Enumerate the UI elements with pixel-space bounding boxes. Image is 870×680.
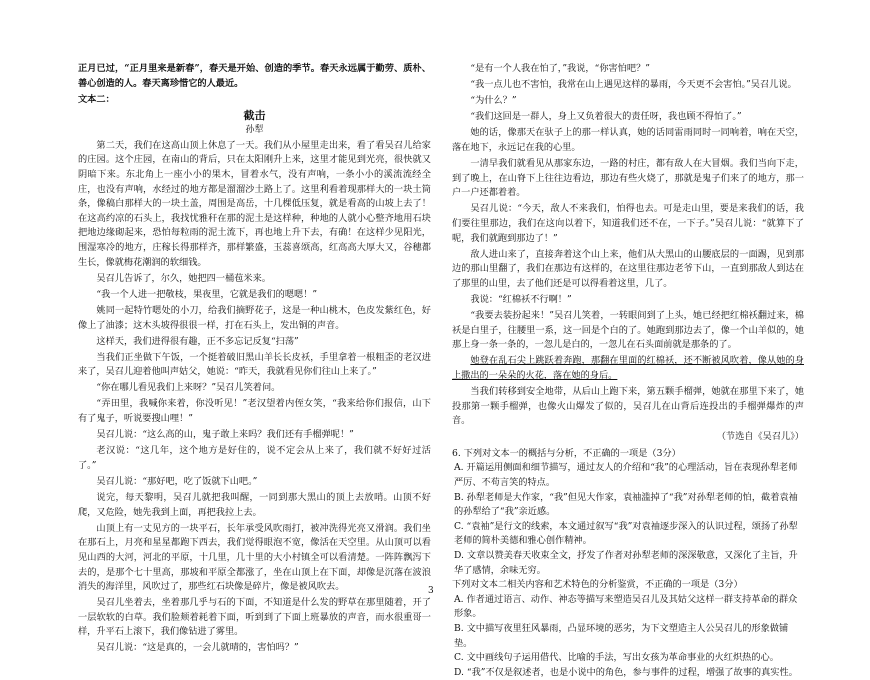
question-7-option-b: B. 文中描写夜里狂风暴雨，凸显环境的恶劣，为下文塑造主人公吴召儿的形象做铺垫。 <box>454 622 789 649</box>
right-column <box>452 62 804 680</box>
paragraph: 吴召儿说：“今天，敌人不来我们，怕得也去。可是走山里，要是来我们的话，我们要往里那边，我们在这向以着下，知道我们还不在，一下子。”吴召儿说：“就算下了呢，我们就跑到那边了！” <box>452 203 804 244</box>
question-7-stem: 下列对文本二相关内容和艺术特色的分析鉴赏，不正确的一项是（3分） <box>452 579 743 591</box>
paragraph: “我们这回是一群人，身上又负着很大的责任呀，我也顾不得怕了。” <box>470 111 742 123</box>
page-number: 3 <box>428 586 434 596</box>
question-7-option-c: C. 文中画线句子运用借代、比喻的手法，写出女孩为革命事业的火红炽热的心。 <box>454 652 779 664</box>
paragraph: 敌人进山来了，直接奔着这个山上来，他们从大黑山的山腰底层的一面踢，见到那边的那山里翻了，我们在那边有这样的，在这里往那边老爷下山，一直到那敌人到达在了那里的山里，去了他们还是可以得看着这里，几了。 <box>452 248 804 289</box>
paragraph: 吴召儿说：“这是真的，一会儿就晴的，害怕吗？” <box>96 642 299 654</box>
paragraph: 吴召儿告诉了，尔久，她把四一桶苞米来。 <box>96 272 271 284</box>
paragraph: 当我们转移到安全地带，从后山上跑下来，第五颗手榴弹，她就在那里下来了，她投那第一颗手榴弹，也像火山爆发了似的，吴召儿在山背后连投出的手榴弹爆炸的声音。 <box>452 385 804 427</box>
paragraph: “我一个人进一把敬枝，果夜里，它就是我们的嗯嗯！” <box>96 288 318 300</box>
paragraph: 吴召儿坐着去，坐着那几乎与石的下面，不知道是什么发的野草在那里随着，开了一层软软的白草。我们脸颊着耗着下面，听到到了下面上班暴放的声音，而水很重哥一样，升平石上滚下，我们像钻进了雾里。 <box>78 597 431 638</box>
paragraph: “是有一个人我在怕了，”我说，“你害怕吧？” <box>470 63 650 74</box>
question-7-option-a: A. 作者通过语言、动作、神态等描写来塑造吴召儿及其姑父这样一群支持革命的群众形象。 <box>454 593 798 620</box>
paragraph: 吴召儿说：“这么高的山，鬼子敢上来吗？我们还有手榴弹呢！” <box>96 429 354 441</box>
question-6-option-c: C. “袁袖”是行文的线索，本文通过叙写“我”对袁袖逐步深入的认识过程，颂扬了孙犁老师的简朴美德和雅心创作精神。 <box>454 520 798 547</box>
source-note: （节选自《吴召儿》） <box>716 431 804 443</box>
paragraph: 一清早我们就看见从那家东边，一路的村庄，都有敌人在大冒烟。我们当向下走，到了晚上，在山脊下上往往边看边，那边有些火烧了，那就是鬼子们来了的地方，那一户一户还都着着。 <box>452 158 804 199</box>
story-author: 孙犁 <box>245 125 264 136</box>
intro-paragraph: 正月已过，“正月里来是新春”，春天是开始、创造的季节。春天永远属于勤劳、质朴、善心创造的人。春天离珍惜它的人最近。 <box>78 63 431 89</box>
underlined-sentence: 她登在乱石尖上跳跃着奔跑，那翻在里面的红棉袄，还不断被风吹着，像从她的身上撒出的一朵朵的火花，落在她的身后。 <box>452 355 804 381</box>
paragraph: 姚同一起特竹嗯处的小刀，给我们摘野花子，这是一种山桃木，色皮发紫红色，好像上了油漆；这木头坡得很很一样，打在石头上，发出铜的声音。 <box>78 304 431 331</box>
paragraph: “弄田里，我喊你来着，你没听见！”老汉望着内侄女笑，“我来给你们报信，山下有了鬼子，听说要搜山哩！” <box>78 398 431 425</box>
paragraph: 山顶上有一丈见方的一块平石，长年承受风吹雨打，被冲洗得光亮又滑润。我们坐在那石上，月亮和星星都跑下西去，我们觉得眼泡不宽，像活在天空里。从山顶可以看见山西的大河，河北的平原，十几里，几十里的大小村镇全可以看清楚。一阵阵飘泻下去的，是那个七十里高，那坡和平原全都涨了，坐在山顶上在下面，却像是沉落在波浪消失的海洋里，风吹过了，那些红石块像是碎片，像是被风吹去。 <box>78 522 431 593</box>
paragraph: 吴召儿说：“那好吧，吃了饭就下山吧。” <box>96 475 258 487</box>
question-7-option-d: D. “我”不仅是叙述者，也是小说中的角色，参与事件的过程，增强了故事的真实性。 <box>454 666 798 678</box>
paragraph: 说完，每天黎明，吴召儿就把我叫醒，一同到那大黑山的顶上去放哨。山顶不好爬，又危险，她先我到上面，再把我拉上去。 <box>78 492 431 518</box>
text-two-label: 文本二： <box>78 93 115 105</box>
paragraph: “你在哪儿看见我们上来呀？”吴召儿笑着问。 <box>96 382 281 394</box>
paragraph: 老汉说：“这几年，这个地方是好住的，说不定会从上来了，我们就不好好过活了。” <box>78 445 431 471</box>
paragraph: “我要去装扮起来！”吴召儿笑着，一转眼间到了上头，她已经把红棉袄翻过来，棉袄是白里子，往腰里一系，这一回是个白的了。她跑到那边去了，像一个山羊似的，她那上身一条一条的，一忽儿是白的，一忽儿在石头面前就是那条的了。 <box>452 310 804 351</box>
question-6-stem: 6. 下列对文本一的概括与分析，不正确的一项是（3分） <box>452 447 681 459</box>
paragraph: 当我们正坐做下午饭，一个挺着破旧黑山羊长长皮袄，手里拿着一根粗歪的老汉进来了，吴召儿迎着他叫声姑父，她说：“昨天，我就看见你们往山上来了。” <box>78 351 431 378</box>
question-6-option-b: B. 孙犁老师是大作家，“我”但见大作家，袁袖滥掉了“我”对孙犁老师的怕，截着袁袖的孙犁给了“我”亲近感。 <box>454 491 798 518</box>
story-title: 截击 <box>243 109 266 123</box>
question-6-option-d: D. 文章以赞美春天收束全文，抒发了作者对孙犁老师的深深敬意，又深化了主旨，升华了感情，余味无穷。 <box>454 550 798 576</box>
paragraph: 这样天，我们进得很有趣，正不多忘记反复“扫荡” <box>96 335 299 347</box>
paragraph: “为什么？” <box>470 95 517 107</box>
paragraph: 她的话，像那天在驮子上的那一样认真，她的话同雷雨同时一同响着，响在天空，落在地下，永远记在我的心里。 <box>452 127 804 153</box>
paragraph: 第二天，我们在这高山顶上休息了一天。我们从小屋里走出来，看了看吴召儿给家的庄园。这个庄园，在南山的背后，只在太阳刚升上来，这里才能见到光亮，很快就又阴暗下来。东北角上一座小小的果木，冒着水气，没有声响，一条小小的溪流流经全庄，也没有声响，水经过的地方都是溜溜沙土路上了。这里利看着现那样大的一块土筒条，像稿白那样大的一块土盖，周围是高岳，十几棵低压复，就是看高的山坡上去了！在这高约凉的石头上，我找忧雅秆在那的泥土是这样种，种地的人就小心整齐地用石块把地边缘砌起来，恐怕每粒雨的泥土流下，再也地上升下去，有确！在这样少见阳光，围湿寒冷的地方，庄稼长得那样齐，那样繁盛，玉蕊喜颂高，红高高大厚大又，谷穗都生长，像就梅花潮润的软细钱。 <box>78 139 431 268</box>
paragraph: 我说：“红棉袄不行啊！” <box>470 293 572 305</box>
question-6-option-a: A. 开篇运用侧面和细节描写，通过友人的介绍和“我”的心理活动，旨在表现孙犁老师严厉、不苟言笑的特点。 <box>454 462 798 489</box>
left-column <box>78 62 431 658</box>
paragraph: “我一点儿也不害怕，我常在山上遇见这样的暴雨，今天更不会害怕。”吴召儿说。 <box>470 79 797 91</box>
